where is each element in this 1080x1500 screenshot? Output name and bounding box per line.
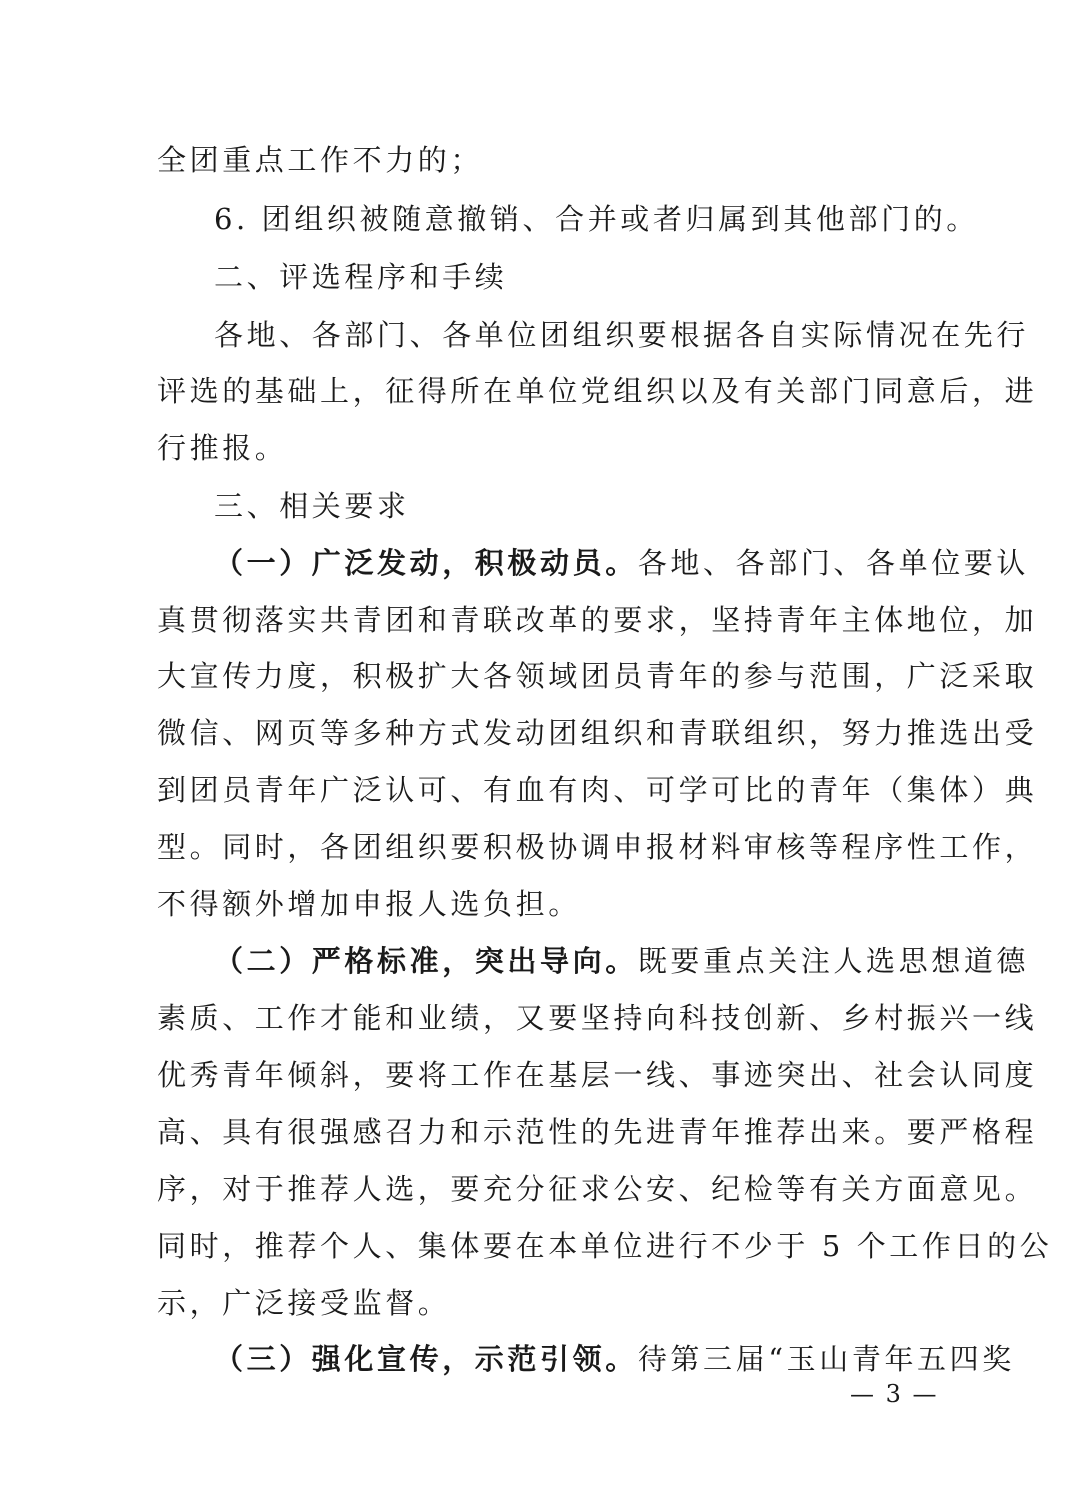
text-line: 行推报。: [157, 431, 288, 465]
text-line: 同时，推荐个人、集体要在本单位进行不少于 5 个工作日的公: [157, 1229, 1053, 1263]
requirement-1-text: 各地、各部门、各单位要认: [637, 546, 1030, 580]
text-line: 序，对于推荐人选，要充分征求公安、纪检等有关方面意见。: [157, 1172, 1038, 1206]
requirement-2-line: [214, 941, 1030, 981]
requirement-3-title: （三）强化宣传，示范引领。: [214, 1342, 638, 1376]
text-line: 优秀青年倾斜，要将工作在基层一线、事迹突出、社会认同度: [157, 1058, 1038, 1092]
text-line: 评选的基础上，征得所在单位党组织以及有关部门同意后，进: [157, 374, 1038, 408]
section-heading-3: 三、相关要求: [214, 489, 410, 523]
text-line: 型。同时，各团组织要积极协调申报材料审核等程序性工作，: [157, 830, 1038, 864]
requirement-1-title: （一）广泛发动，积极动员。: [214, 546, 638, 580]
text-line: 到团员青年广泛认可、有血有肉、可学可比的青年（集体）典: [157, 773, 1038, 807]
requirement-2-text: 既要重点关注人选思想道德: [637, 944, 1030, 978]
requirement-3-text: 待第三届“玉山青年五四奖: [637, 1342, 1015, 1376]
requirement-1-line: [214, 543, 1030, 583]
text-line: 高、具有很强感召力和示范性的先进青年推荐出来。要严格程: [157, 1115, 1038, 1149]
text-line: 各地、各部门、各单位团组织要根据各自实际情况在先行: [214, 318, 1030, 352]
text-line: 示，广泛接受监督。: [157, 1286, 451, 1320]
text-line: 素质、工作才能和业绩，又要坚持向科技创新、乡村振兴一线: [157, 1001, 1038, 1035]
text-line: 真贯彻落实共青团和青联改革的要求，坚持青年主体地位，加: [157, 603, 1038, 637]
requirement-2-title: （二）严格标准，突出导向。: [214, 944, 638, 978]
page-number: — 3 —: [850, 1380, 939, 1408]
section-heading-2: 二、评选程序和手续: [214, 260, 508, 294]
text-line: 不得额外增加申报人选负担。: [157, 887, 581, 921]
text-line: 大宣传力度，积极扩大各领域团员青年的参与范围，广泛采取: [157, 659, 1038, 693]
text-line: 微信、网页等多种方式发动团组织和青联组织，努力推选出受: [157, 716, 1038, 750]
text-line: 全团重点工作不力的；: [157, 143, 484, 177]
requirement-3-line: [214, 1339, 1015, 1379]
list-item-6: 6. 团组织被随意撤销、合并或者归属到其他部门的。: [214, 202, 979, 236]
